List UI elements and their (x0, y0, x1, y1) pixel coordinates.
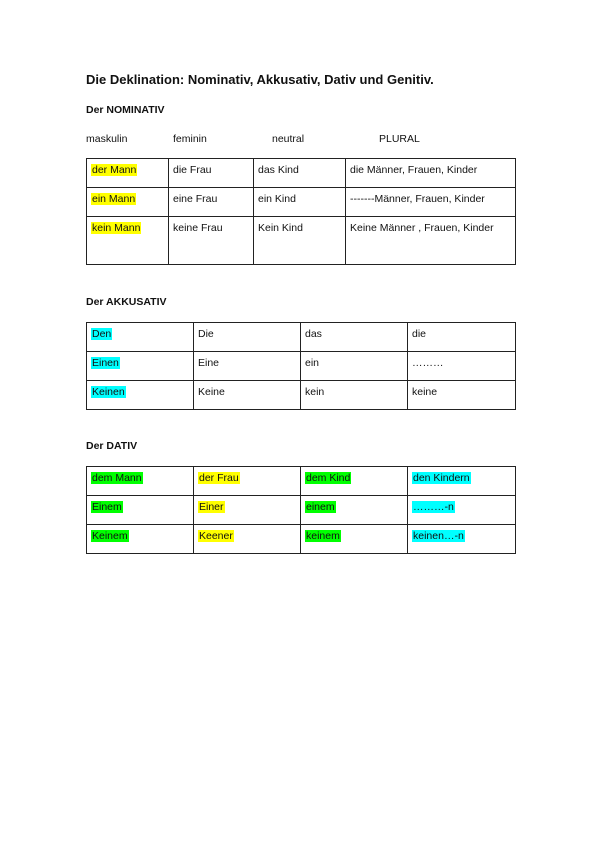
nominativ-heading: Der NOMINATIV (86, 104, 165, 116)
table-cell: Keine (194, 381, 301, 410)
table-cell (87, 217, 169, 265)
highlighted-text: einem (306, 501, 335, 513)
table-cell: Keine Männer , Frauen, Kinder (346, 217, 516, 265)
table-cell (301, 467, 408, 496)
table-cell: kein (301, 381, 408, 410)
table-cell: die Männer, Frauen, Kinder (346, 159, 516, 188)
table-cell (408, 467, 516, 496)
highlighted-text: ein Mann (92, 193, 136, 205)
table-row (87, 323, 516, 352)
highlighted-text: kein Mann (92, 222, 141, 234)
table-row (87, 467, 516, 496)
table-row (87, 381, 516, 410)
highlighted-text: keinem (306, 530, 340, 542)
table-cell: eine Frau (169, 188, 254, 217)
table-cell (87, 467, 194, 496)
nominativ-column-headers (86, 133, 516, 147)
highlighted-text: ………-n (413, 501, 454, 513)
column-header-plural: PLURAL (379, 133, 420, 145)
document-title: Die Deklination: Nominativ, Akkusativ, Dativ und Genitiv. (86, 72, 434, 87)
highlighted-text: keinen…-n (413, 530, 464, 542)
akkusativ-table (86, 322, 516, 410)
table-cell (87, 381, 194, 410)
table-cell: die Frau (169, 159, 254, 188)
table-cell: Eine (194, 352, 301, 381)
table-row (87, 159, 516, 188)
table-row (87, 217, 516, 265)
table-cell: keine (408, 381, 516, 410)
highlighted-text: der Frau (199, 472, 239, 484)
highlighted-text: Keinen (92, 386, 125, 398)
table-cell (87, 159, 169, 188)
table-row (87, 496, 516, 525)
table-cell: ein (301, 352, 408, 381)
table-row (87, 188, 516, 217)
highlighted-text: dem Kind (306, 472, 351, 484)
highlighted-text: Einer (199, 501, 224, 513)
highlighted-text: der Mann (92, 164, 137, 176)
table-cell (408, 496, 516, 525)
column-header-maskulin: maskulin (86, 133, 128, 145)
table-row (87, 352, 516, 381)
akkusativ-heading: Der AKKUSATIV (86, 296, 167, 308)
dativ-heading: Der DATIV (86, 440, 138, 452)
table-row (87, 525, 516, 554)
table-cell: keine Frau (169, 217, 254, 265)
table-cell: Kein Kind (254, 217, 346, 265)
table-cell (87, 352, 194, 381)
table-cell: das Kind (254, 159, 346, 188)
table-cell: Die (194, 323, 301, 352)
highlighted-text: Einem (92, 501, 122, 513)
table-cell: ein Kind (254, 188, 346, 217)
column-header-neutral: neutral (272, 133, 305, 145)
table-cell (408, 525, 516, 554)
highlighted-text: Einen (92, 357, 119, 369)
table-cell (87, 496, 194, 525)
table-cell: -------Männer, Frauen, Kinder (346, 188, 516, 217)
highlighted-text: dem Mann (92, 472, 142, 484)
table-cell (87, 323, 194, 352)
highlighted-text: Keinem (92, 530, 128, 542)
table-cell (87, 188, 169, 217)
table-cell: ……… (408, 352, 516, 381)
dativ-table (86, 466, 516, 554)
nominativ-table (86, 158, 516, 265)
highlighted-text: Keener (199, 530, 233, 542)
table-cell (301, 525, 408, 554)
table-cell: die (408, 323, 516, 352)
table-cell: das (301, 323, 408, 352)
table-cell (194, 525, 301, 554)
table-cell (87, 525, 194, 554)
table-cell (301, 496, 408, 525)
highlighted-text: Den (92, 328, 112, 340)
table-cell (194, 467, 301, 496)
column-header-feminin: feminin (173, 133, 207, 145)
highlighted-text: den Kindern (413, 472, 470, 484)
table-cell (194, 496, 301, 525)
